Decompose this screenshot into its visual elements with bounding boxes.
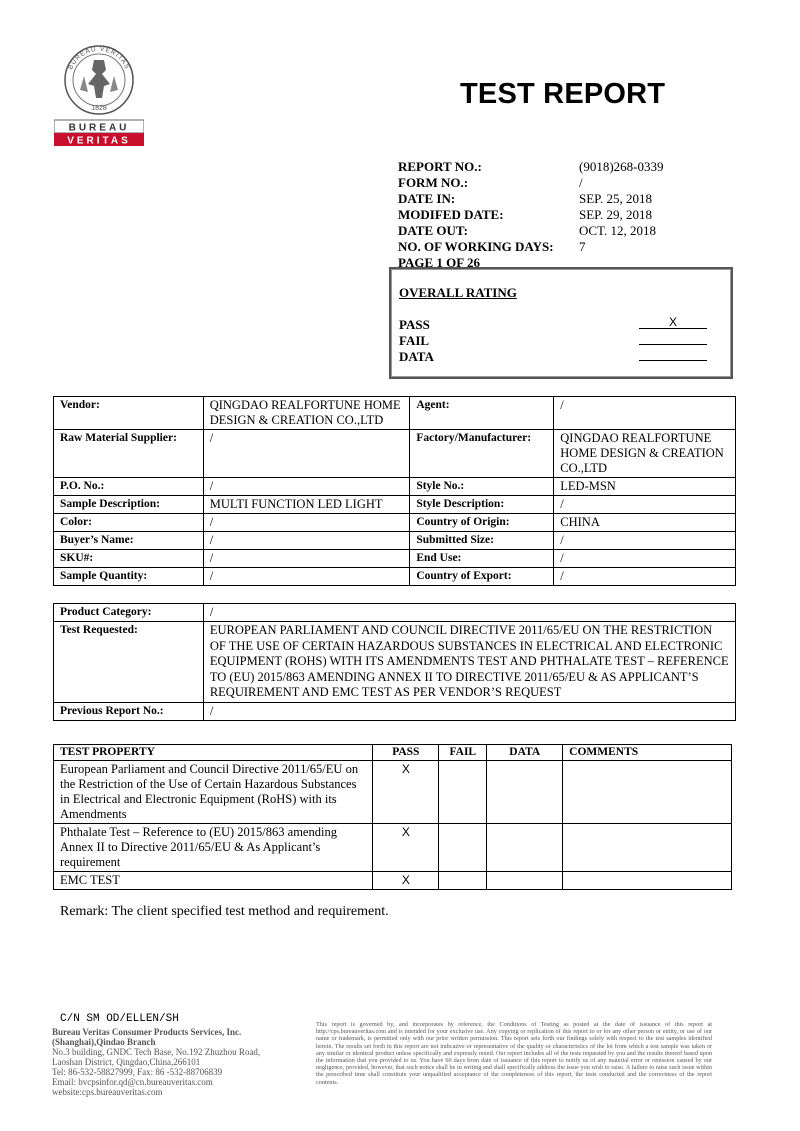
buyer-value: /: [203, 532, 410, 550]
data-mark: [487, 761, 563, 824]
factory-value: QINGDAO REALFORTUNE HOME DESIGN & CREATION CO.,LTD: [554, 430, 736, 478]
table-row: [54, 622, 736, 703]
rating-data-label: DATA: [399, 349, 434, 364]
export-value: /: [554, 568, 736, 586]
meta-row: [398, 191, 664, 207]
raw-material-label: Raw Material Supplier:: [54, 430, 204, 478]
pass-mark: X: [373, 824, 439, 872]
meta-key: DATE OUT:: [398, 223, 468, 238]
footer-disclaimer: This report is governed by, and incorporates by reference, the Conditions of Testing as posted at the date of issuance of this report at http://cps.bureauveritas.com and is intended for your exclusive use. Any copying or replication of this report to or for any other person or entity, or use of our name or trademark, is permitted only with our prior written permission. This report sets forth our findings solely with respect to the test samples identified herein. The results set forth in this report are not indicative or representative of the quality or characteristics of the lot from which a test sample was taken or any similar or identical product unless specifically and expressly noted. Our report includes all of the tests requested by you and the results thereof based upon the information that you provided to us. You have 60 days from date of issuance of this report to notify us of any material error or omission caused by our negligence, provided, however, that such notice shall be in writing and shall specifically address the issue you wish to raise. A failure to raise such issue within the prescribed time shall constitute your unqualified acceptance of the completeness of this report, the tests conducted and the correctness of the report contents.: [316, 1021, 712, 1086]
meta-key: FORM NO.:: [398, 175, 469, 190]
product-category-value: /: [203, 604, 735, 622]
table-row: [54, 604, 736, 622]
footer-address: [52, 1027, 260, 1097]
previous-report-label: Previous Report No.:: [54, 702, 204, 720]
previous-report-value: /: [203, 702, 735, 720]
table-row: [54, 702, 736, 720]
report-meta: [398, 159, 664, 271]
size-value: /: [554, 532, 736, 550]
website-text: website:cps.bureauveritas.com: [52, 1087, 163, 1097]
meta-key: NO. OF WORKING DAYS:: [398, 239, 554, 254]
company-branch: (Shanghai),Qindao Branch: [52, 1037, 156, 1047]
factory-label: Factory/Manufacturer:: [410, 430, 554, 478]
col-header-comments: COMMENTS: [563, 745, 732, 761]
rating-data-mark: [639, 348, 707, 361]
table-header-row: [54, 745, 732, 761]
page-title: TEST REPORT: [460, 78, 666, 110]
fail-mark: [439, 824, 487, 872]
po-label: P.O. No.:: [54, 478, 204, 496]
end-use-label: End Use:: [410, 550, 554, 568]
table-row: [54, 761, 732, 824]
test-results-table: [53, 744, 732, 890]
meta-value: 7: [579, 239, 586, 254]
test-property: European Parliament and Council Directive 2011/65/EU on the Restriction of the Use of Certain Hazardous Substances in Electrical and Electronic Equipment (RoHS) with its Amendments: [54, 761, 373, 824]
style-no-value: LED-MSN: [554, 478, 736, 496]
rating-fail-label: FAIL: [399, 333, 430, 348]
raw-material-value: /: [203, 430, 410, 478]
svg-text:VERITAS: VERITAS: [67, 135, 131, 147]
rating-fail-mark: [639, 332, 707, 345]
meta-key: MODIFED DATE:: [398, 207, 504, 222]
meta-value: (9018)268-0339: [579, 159, 664, 174]
table-row: [54, 430, 736, 478]
sku-value: /: [203, 550, 410, 568]
meta-row: [398, 159, 664, 175]
agent-label: Agent:: [410, 397, 554, 430]
col-header-fail: FAIL: [439, 745, 487, 761]
origin-value: CHINA: [554, 514, 736, 532]
meta-key: DATE IN:: [398, 191, 456, 206]
meta-row: [398, 223, 664, 239]
data-mark: [487, 824, 563, 872]
overall-rating-box: [389, 267, 733, 379]
comments: [563, 872, 732, 890]
overall-rating-header: OVERALL RATING: [399, 285, 517, 300]
rating-pass-label: PASS: [399, 317, 430, 332]
sample-quantity-label: Sample Quantity:: [54, 568, 204, 586]
meta-value: SEP. 29, 2018: [579, 207, 652, 222]
comments: [563, 761, 732, 824]
meta-value: /: [579, 175, 583, 190]
sample-description-value: MULTI FUNCTION LED LIGHT: [203, 496, 410, 514]
style-no-label: Style No.:: [410, 478, 554, 496]
svg-text:BUREAU VERITAS: BUREAU VERITAS: [67, 45, 131, 71]
table-row: [54, 824, 732, 872]
table-row: [54, 872, 732, 890]
buyer-label: Buyer’s Name:: [54, 532, 204, 550]
svg-text:BUREAU: BUREAU: [68, 122, 130, 134]
meta-value: OCT. 12, 2018: [579, 223, 657, 238]
fail-mark: [439, 761, 487, 824]
email-text: Email: bvcpsinfor.qd@cn.bureauveritas.com: [52, 1077, 213, 1087]
end-use-value: /: [554, 550, 736, 568]
meta-row: [398, 207, 664, 223]
table-row: [54, 514, 736, 532]
origin-label: Country of Origin:: [410, 514, 554, 532]
rating-pass-mark: X: [639, 316, 707, 329]
style-description-label: Style Description:: [410, 496, 554, 514]
svg-text:1828: 1828: [91, 105, 107, 112]
table-row: [54, 532, 736, 550]
table-row: [54, 568, 736, 586]
pass-mark: X: [373, 872, 439, 890]
footer-code: C/N SM OD/ELLEN/SH: [60, 1013, 179, 1025]
table-row: [54, 496, 736, 514]
meta-key: PAGE 1 OF 26: [398, 255, 480, 270]
vendor-value: QINGDAO REALFORTUNE HOME DESIGN & CREATION CO.,LTD: [203, 397, 410, 430]
color-label: Color:: [54, 514, 204, 532]
bureau-veritas-logo: [54, 40, 144, 148]
style-description-value: /: [554, 496, 736, 514]
address-line: No.3 building, GNDC Tech Base, No.192 Zhuzhou Road,: [52, 1047, 261, 1057]
po-value: /: [203, 478, 410, 496]
fail-mark: [439, 872, 487, 890]
table-row: [54, 550, 736, 568]
sample-description-label: Sample Description:: [54, 496, 204, 514]
meta-row: [398, 175, 664, 191]
size-label: Submitted Size:: [410, 532, 554, 550]
col-header-pass: PASS: [373, 745, 439, 761]
col-header-data: DATA: [487, 745, 563, 761]
remark-text: Remark: The client specified test method and requirement.: [60, 904, 389, 919]
sample-info-table: [53, 396, 736, 586]
table-row: [54, 478, 736, 496]
test-requested-label: Test Requested:: [54, 622, 204, 703]
vendor-label: Vendor:: [54, 397, 204, 430]
company-name: Bureau Veritas Consumer Products Services, Inc.: [52, 1027, 242, 1037]
address-line: Laoshan District, Qingdao,China,266101: [52, 1057, 201, 1067]
logo-seal-icon: [54, 40, 144, 148]
test-property: Phthalate Test – Reference to (EU) 2015/863 amending Annex II to Directive 2011/65/EU & As Applicant’s requirement: [54, 824, 373, 872]
meta-key: REPORT NO.:: [398, 159, 482, 174]
phone-fax: Tel: 86-532-58827999, Fax: 86 -532-88706839: [52, 1067, 223, 1077]
pass-mark: X: [373, 761, 439, 824]
color-value: /: [203, 514, 410, 532]
meta-row: [398, 239, 664, 255]
data-mark: [487, 872, 563, 890]
test-request-table: [53, 603, 736, 721]
test-requested-value: EUROPEAN PARLIAMENT AND COUNCIL DIRECTIVE 2011/65/EU ON THE RESTRICTION OF THE USE OF CERTAIN HAZARDOUS SUBSTANCES IN ELECTRICAL AND ELECTRONIC EQUIPMENT (ROHS) WITH ITS AMENDMENTS TEST AND PHTHALATE TEST – REFERENCE TO (EU) 2015/863 AMENDING ANNEX II TO DIRECTIVE 2011/65/EU & AS APPLICANT’S REQUIREMENT AND EMC TEST AS PER VENDOR’S REQUEST: [203, 622, 735, 703]
comments: [563, 824, 732, 872]
agent-value: /: [554, 397, 736, 430]
export-label: Country of Export:: [410, 568, 554, 586]
sku-label: SKU#:: [54, 550, 204, 568]
col-header-test-property: TEST PROPERTY: [54, 745, 373, 761]
meta-value: SEP. 25, 2018: [579, 191, 652, 206]
test-property: EMC TEST: [54, 872, 373, 890]
sample-quantity-value: /: [203, 568, 410, 586]
product-category-label: Product Category:: [54, 604, 204, 622]
table-row: [54, 397, 736, 430]
